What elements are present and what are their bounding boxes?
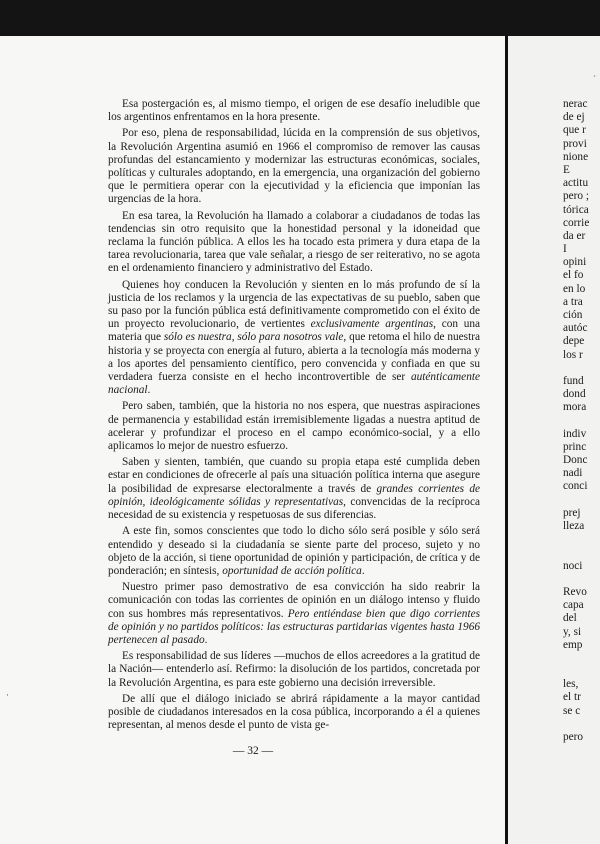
adjacent-line-fragment — [563, 415, 589, 428]
text-run: , con una materia que — [108, 318, 481, 344]
adjacent-page-text — [563, 98, 589, 744]
adjacent-line-fragment: dond — [563, 388, 586, 401]
italic-text: oportunidad de acción política — [222, 564, 362, 577]
paragraph — [108, 456, 480, 522]
adjacent-line-fragment: tórica — [563, 203, 589, 216]
adjacent-line-fragment: nadi — [563, 467, 583, 480]
adjacent-line-fragment: del — [563, 612, 577, 625]
adjacent-line-fragment: nione — [563, 150, 589, 163]
text-run: De allí que el diálogo iniciado se abrirá rápidamente a la mayor cantidad posible de ciudadanos interesados en la cosa pública, incorporando a él a quienes representan, al menos desde el punto de vista ge- — [108, 692, 480, 732]
adjacent-line-fragment: noci — [563, 559, 583, 572]
paragraph — [108, 693, 480, 733]
text-run: Saben y sienten, también, que cuando su propia etapa esté cumplida deben estar en condiciones de ofrecerle al país una situación política interna que asegure la posibilidad de expresarse electoralmente a través de — [108, 456, 480, 495]
adjacent-line-fragment: de ej — [563, 111, 585, 124]
adjacent-line-fragment: Revo — [563, 585, 587, 598]
adjacent-line-fragment — [563, 494, 589, 507]
adjacent-line-fragment — [563, 533, 589, 546]
adjacent-line-fragment: E — [563, 163, 570, 176]
adjacent-line-fragment: conci — [563, 480, 588, 493]
adjacent-line-fragment: mora — [563, 401, 587, 414]
adjacent-line-fragment — [563, 652, 589, 665]
adjacent-line-fragment: que r — [563, 124, 586, 137]
paragraph — [108, 210, 480, 276]
paragraph — [108, 581, 480, 647]
scan-speck: · — [6, 690, 9, 700]
body-text — [108, 98, 480, 735]
adjacent-line-fragment: y, si — [563, 625, 582, 638]
adjacent-line-fragment: pero ; — [563, 190, 590, 203]
adjacent-line-fragment: autóc — [563, 322, 588, 335]
paragraph — [108, 127, 480, 206]
adjacent-line-fragment: Donc — [563, 454, 588, 467]
paragraph — [108, 400, 480, 453]
adjacent-line-fragment: opini — [563, 256, 587, 269]
adjacent-line-fragment: fund — [563, 374, 584, 387]
italic-text: grandes corrientes de opinión, ideológicamente sólidas y representativas — [108, 482, 480, 508]
text-run: Por eso, plena de responsabilidad, lúcida en la comprensión de sus objetivos, la Revolución Argentina asumió en 1966 el compromiso de remover las causas profundas del estancamiento y modernizar las estructuras económicas, sociales, políticas y culturales adoptando, en la emergencia, una organización del gobierno que le permitiera operar con la ejecutividad y la eficiencia que imponían las urgencias de la hora. — [108, 127, 480, 206]
text-run: Pero saben, también, que la historia no nos espera, que nuestras aspiraciones de permanencia y estabilidad están irremisiblemente ligadas a nuestra aptitud de acelerar y profundizar el proceso en el campo económico-social, y a ello aplicamos lo mejor de nuestro esfuerzo. — [108, 400, 480, 453]
text-run: , convencidas de la recíproca necesidad de su existencia y respetuosas de sus diferencias. — [108, 495, 480, 522]
text-run: . — [147, 384, 151, 397]
adjacent-line-fragment: emp — [563, 638, 583, 651]
adjacent-line-fragment: prej — [563, 506, 581, 519]
paragraph — [108, 650, 480, 690]
adjacent-line-fragment: nerac — [563, 98, 588, 110]
italic-text: sólo es nuestra, sólo para nosotros vale — [163, 331, 344, 344]
adjacent-line-fragment: pero — [563, 731, 584, 743]
text-run: Nuestro primer paso demostrativo de esa convicción ha sido reabrir la comunicación con todas las corrientes de opinión en un diálogo intenso y fluido con sus hombres más representativos. — [108, 581, 480, 620]
italic-text: exclusivamente argentinas — [310, 318, 434, 331]
adjacent-line-fragment — [563, 362, 589, 375]
adjacent-line-fragment: les, — [563, 678, 579, 691]
adjacent-line-fragment: I — [563, 243, 567, 256]
adjacent-line-fragment — [563, 573, 589, 586]
paragraph — [108, 98, 480, 124]
text-run: . — [361, 564, 365, 577]
text-run: Es responsabilidad de sus líderes —muchos de ellos acreedores a la gratitud de la Nación— entenderlo así. Refirmo: la disolución de los partidos, concretada por la Revolución Argentina, es para este gobierno una decisión irreversible. — [108, 650, 480, 689]
adjacent-line-fragment — [563, 546, 589, 559]
adjacent-line-fragment: a tra — [563, 295, 583, 308]
text-run: Esa postergación es, al mismo tiempo, el origen de ese desafío ineludible que los argentinos enfrentamos en la hora presente. — [108, 98, 480, 124]
text-run: . — [204, 633, 208, 646]
scan-top-band — [0, 0, 600, 36]
adjacent-line-fragment: indiv — [563, 427, 587, 440]
text-run: En esa tarea, la Revolución ha llamado a colaborar a ciudadanos de todas las tendencias sin otro requisito que la honestidad personal y la idoneidad que reclama la función pública. A ellos les ha tocado esta primera y dura etapa de la tarea revolucionaria, tarea que vale señalar, a riesgo de ser reiterativo, no se agota en el ordenamiento financiero y administrativo del Estado. — [108, 209, 480, 275]
paragraph — [108, 279, 480, 398]
adjacent-line-fragment: ción — [563, 309, 583, 321]
adjacent-line-fragment — [563, 718, 589, 731]
adjacent-line-fragment: en lo — [563, 282, 586, 295]
text-run: Quienes hoy conducen la Revolución y sienten en lo más profundo de sí la justicia de los reclamos y la urgencia de las expectativas de su pueblo, saben que su paso por la función pública está definitivamente comprometido con el éxito de un proyecto revolucionario, de vertientes — [108, 278, 480, 331]
adjacent-line-fragment: depe — [563, 335, 585, 348]
page-number: — 32 — — [232, 745, 274, 757]
adjacent-line-fragment: lleza — [563, 520, 585, 532]
adjacent-line-fragment — [563, 665, 589, 678]
paragraph — [108, 525, 480, 578]
adjacent-line-fragment: da er — [563, 229, 586, 242]
adjacent-line-fragment: princ — [563, 440, 587, 453]
italic-text: auténticamente nacional — [108, 371, 480, 397]
adjacent-line-fragment: corrie — [563, 216, 590, 229]
adjacent-line-fragment: capa — [563, 599, 584, 612]
adjacent-line-fragment: provi — [563, 137, 587, 150]
adjacent-line-fragment: se c — [563, 704, 581, 717]
adjacent-line-fragment: los r — [563, 348, 583, 361]
text-run: A este fin, somos conscientes que todo lo dicho sólo será posible y sólo será entendido y deseado si la ciudadanía se siente parte del proceso, sujeto y no objeto de la acción, si tiene oportunidad de opinión y participación, de crítica y de ponderación; en síntesis, — [108, 525, 480, 577]
adjacent-line-fragment: el fo — [563, 269, 584, 282]
adjacent-line-fragment: actitu — [563, 177, 589, 190]
italic-text: Pero entiéndase bien que digo corrientes de opinión y no partidos políticos: las estructuras partidarias vigentes hasta 1966 pertenecen al pasado — [108, 607, 480, 646]
text-run: , que retoma el hilo de nuestra historia y se proyecta con energía al futuro, abierta a la tecnología más moderna y a los aportes del pensamiento científico, pero convencida y confiada en que su verdadera fuerza consiste en el hecho incontrovertible de ser — [108, 331, 480, 384]
adjacent-line-fragment: el tr — [563, 691, 581, 704]
scan-speck: ´ — [593, 74, 596, 84]
